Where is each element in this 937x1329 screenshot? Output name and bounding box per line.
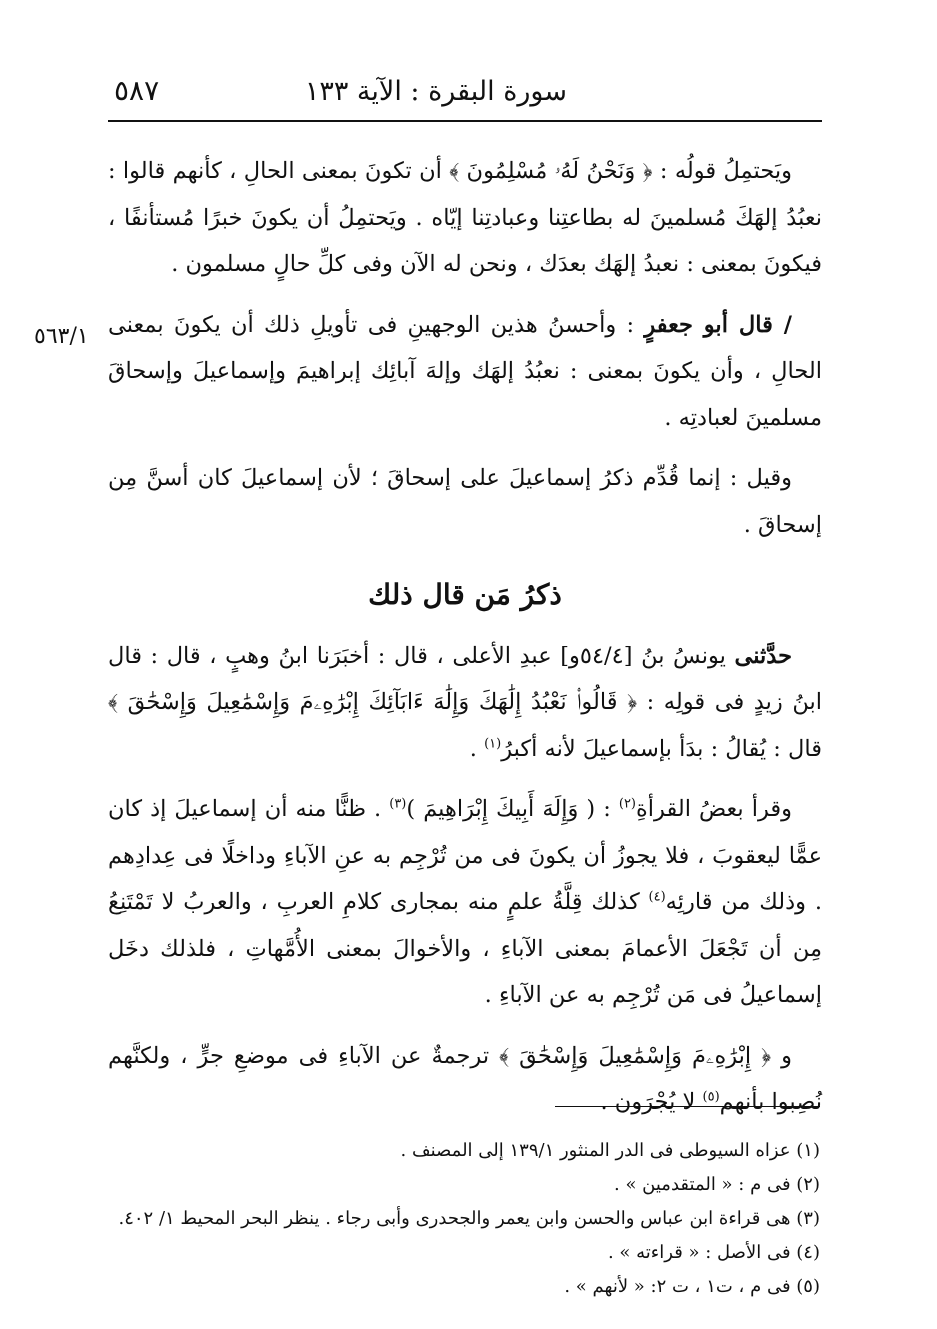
- paragraph-tail: لا يُجْرَون .: [600, 1089, 703, 1115]
- paragraph-text: و ﴿ إِبْرَٰهِۦمَ وَإِسْمَٰعِيلَ وَإِسْحَٰقَ ﴾ ترجمةٌ عن الآباءِ فى موضعِ جرٍّ ، ولكنَّهم نُصِبوا بأنهم: [108, 1042, 822, 1115]
- footnote: (٥) فى م ، ت١ ، ت ٢: « لأنهم » .: [564, 1276, 820, 1297]
- footnote: (٢) فى م : « المتقدمين » .: [614, 1174, 820, 1195]
- footnote-rule: [555, 1106, 820, 1107]
- paragraph-tail: .: [469, 735, 485, 762]
- paragraph: [108, 786, 822, 1019]
- footnote-marker: (٢): [618, 796, 636, 812]
- footnote-marker: (٣): [389, 796, 407, 812]
- paragraph: [108, 1033, 822, 1126]
- footnote-marker: (١): [484, 736, 502, 751]
- footnote: (٤) فى الأصل : « قراءته » .: [607, 1242, 820, 1263]
- page-header: [108, 66, 822, 122]
- paragraph-text: وقرأ بعضُ القرأةِ: [636, 796, 792, 822]
- body-text: [108, 148, 822, 1126]
- footnotes: [118, 1134, 820, 1304]
- section-heading: ذكرُ مَن قال ذلك: [368, 578, 562, 611]
- paragraph-text: كذلك قِلَّةُ علمٍ منه بمجارى كلامِ العربِ ، والعربُ لا تَمْتَنِعُ مِن أن تَجْعَلَ الأعمامَ بمعنى الآباءِ ، والأخوالَ بمعنى الأُمَّهاتِ ، فلذلك دخَل إسماعيلُ فى مَن تُرْجِم به عن الآباءِ .: [108, 889, 822, 1008]
- speaker-lead: / قال أبو جعفرٍ: [644, 311, 793, 338]
- paragraph-text: . ظنًّا منه أن إسماعيلَ إذ كان عمًّا ليعقوبَ ، فلا يجوزُ أن يكونَ فى من تُرْجِم به عنِ الآباءِ وداخلًا فى عِدادِهم . وذلك من قارئِه: [108, 796, 822, 915]
- header-rule: [108, 120, 822, 122]
- paragraph-text: يونسُ بنُ [٥٤/٤و] عبدِ الأعلى ، قال : أخبَرَنا ابنُ وهبٍ ، قال : قال ابنُ زيدٍ فى قولِه : ﴿ قَالُوا۟ نَعْبُدُ إِلَٰهَكَ وَإِلَٰهَ ءَابَآئِكَ إِبْرَٰهِۦمَ وَإِسْمَٰعِيلَ وَإِسْحَٰقَ ﴾ قال : يُقالُ : بدَأ بإسماعيلَ لأنه أكبرُ: [108, 642, 822, 762]
- paragraph-text: : ( وَإِلَهَ أَبِيكَ إِبْرَاهِيمَ ): [406, 796, 619, 822]
- footnote: (١) عزاه السيوطى فى الدر المنثور ١٣٩/١ إلى المصنف .: [400, 1140, 820, 1161]
- paragraph-text: ويَحتمِلُ قولُه : ﴿ وَنَحْنُ لَهُۥ مُسْلِمُونَ ﴾ أن تكونَ بمعنى الحالِ ، كأنهم قالوا : نعبُدُ إلهَكَ مُسلمينَ له بطاعتِنا وعبادتِنا إيّاه . ويَحتمِلُ أن يكونَ خبرًا مُستأنفًا ، فيكونَ بمعنى : نعبدُ إلهَك بعدَك ، ونحن له الآن وفى كلِّ حالٍ مسلمون .: [108, 158, 822, 277]
- page-title: سورة البقرة : الآية ١٣٣: [304, 76, 567, 107]
- paragraph-text: وقيل : إنما قُدِّم ذكرُ إسماعيلَ على إسحاقَ ؛ لأن إسماعيلَ كان أسنَّ مِن إسحاقَ .: [108, 465, 822, 538]
- narration-lead: حدَّثنى: [734, 642, 793, 669]
- margin-reference: ٥٦٣/١: [34, 324, 89, 349]
- paragraph: [108, 148, 822, 288]
- paragraph-text: : وأحسنُ هذين الوجهينِ فى تأويلِ ذلك أن يكونَ بمعنى الحالِ ، وأن يكونَ بمعنى : نعبُدُ إلهَك وإلهَ آبائِك إبراهيمَ وإسماعيلَ وإسحاقَ مسلمينَ لعبادتِه .: [108, 311, 822, 431]
- footnote-marker: (٥): [702, 1089, 720, 1105]
- page-number: ٥٨٧: [114, 74, 160, 107]
- paragraph: [108, 302, 822, 442]
- paragraph: [108, 455, 822, 548]
- footnote-marker: (٤): [648, 889, 666, 905]
- footnote: (٣) هى قراءة ابن عباس والحسن وابن يعمر والجحدرى وأبى رجاء . ينظر البحر المحيط ١/ ٤٠٢.: [118, 1208, 820, 1229]
- paragraph: [108, 633, 822, 773]
